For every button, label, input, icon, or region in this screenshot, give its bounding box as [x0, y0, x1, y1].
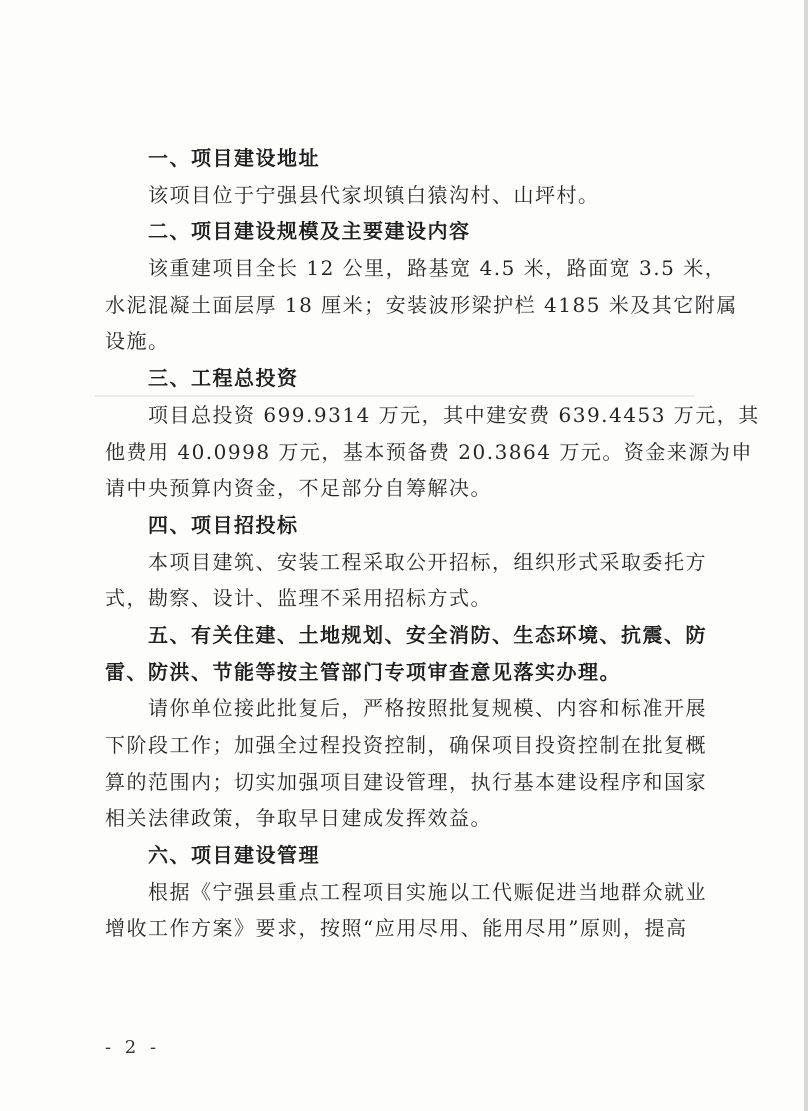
paragraph-line: 项目总投资 699.9314 万元，其中建安费 639.4453 万元，其 [148, 402, 760, 427]
paragraph-line: 他费用 40.0998 万元，基本预备费 20.3864 万元。资金来源为申 [105, 439, 753, 464]
paragraph-line: 下阶段工作；加强全过程投资控制，确保项目投资控制在批复概 [105, 733, 707, 757]
paragraph-line: 本项目建筑、安装工程采取公开招标，组织形式采取委托方 [148, 549, 707, 574]
section-heading: 二、项目建设规模及主要建设内容 [148, 219, 471, 244]
section-heading: 四、项目招投标 [148, 512, 299, 537]
paragraph-line: 根据《宁强县重点工程项目实施以工代赈促进当地群众就业 [148, 879, 707, 904]
bold-paragraph-line: 雷、防洪、节能等按主管部门专项审查意见落实办理。 [105, 659, 621, 684]
section-heading: 三、工程总投资 [148, 366, 299, 391]
paragraph-line: 增收工作方案》要求，按照“应用尽用、能用尽用”原则，提高 [105, 916, 688, 941]
paragraph-line: 请中央预算内资金，不足部分自筹解决。 [105, 476, 492, 501]
section-heading: 一、项目建设地址 [148, 146, 320, 170]
paragraph-line: 算的范围内；切实加强项目建设管理，执行基本建设程序和国家 [105, 769, 707, 794]
bold-paragraph-line: 五、有关住建、土地规划、安全消防、生态环境、抗震、防 [148, 622, 707, 647]
paragraph-line: 相关法律政策，争取早日建成发挥效益。 [105, 806, 492, 831]
paragraph-line: 水泥混凝土面层厚 18 厘米；安装波形梁护栏 4185 米及其它附属 [105, 292, 738, 317]
document-body [105, 140, 760, 947]
page-number: - 2 - [105, 1037, 161, 1058]
page-edge-shadow [804, 0, 808, 1111]
paragraph-line: 式，勘察、设计、监理不采用招标方式。 [105, 586, 492, 611]
paragraph-line: 设施。 [105, 329, 170, 354]
paragraph-line: 请你单位接此批复后，严格按照批复规模、内容和标准开展 [148, 696, 707, 721]
section-heading: 六、项目建设管理 [148, 843, 320, 868]
paragraph-line: 该重建项目全长 12 公里，路基宽 4.5 米，路面宽 3.5 米， [148, 256, 727, 281]
paragraph-line: 该项目位于宁强县代家坝镇白猿沟村、山坪村。 [148, 182, 600, 207]
